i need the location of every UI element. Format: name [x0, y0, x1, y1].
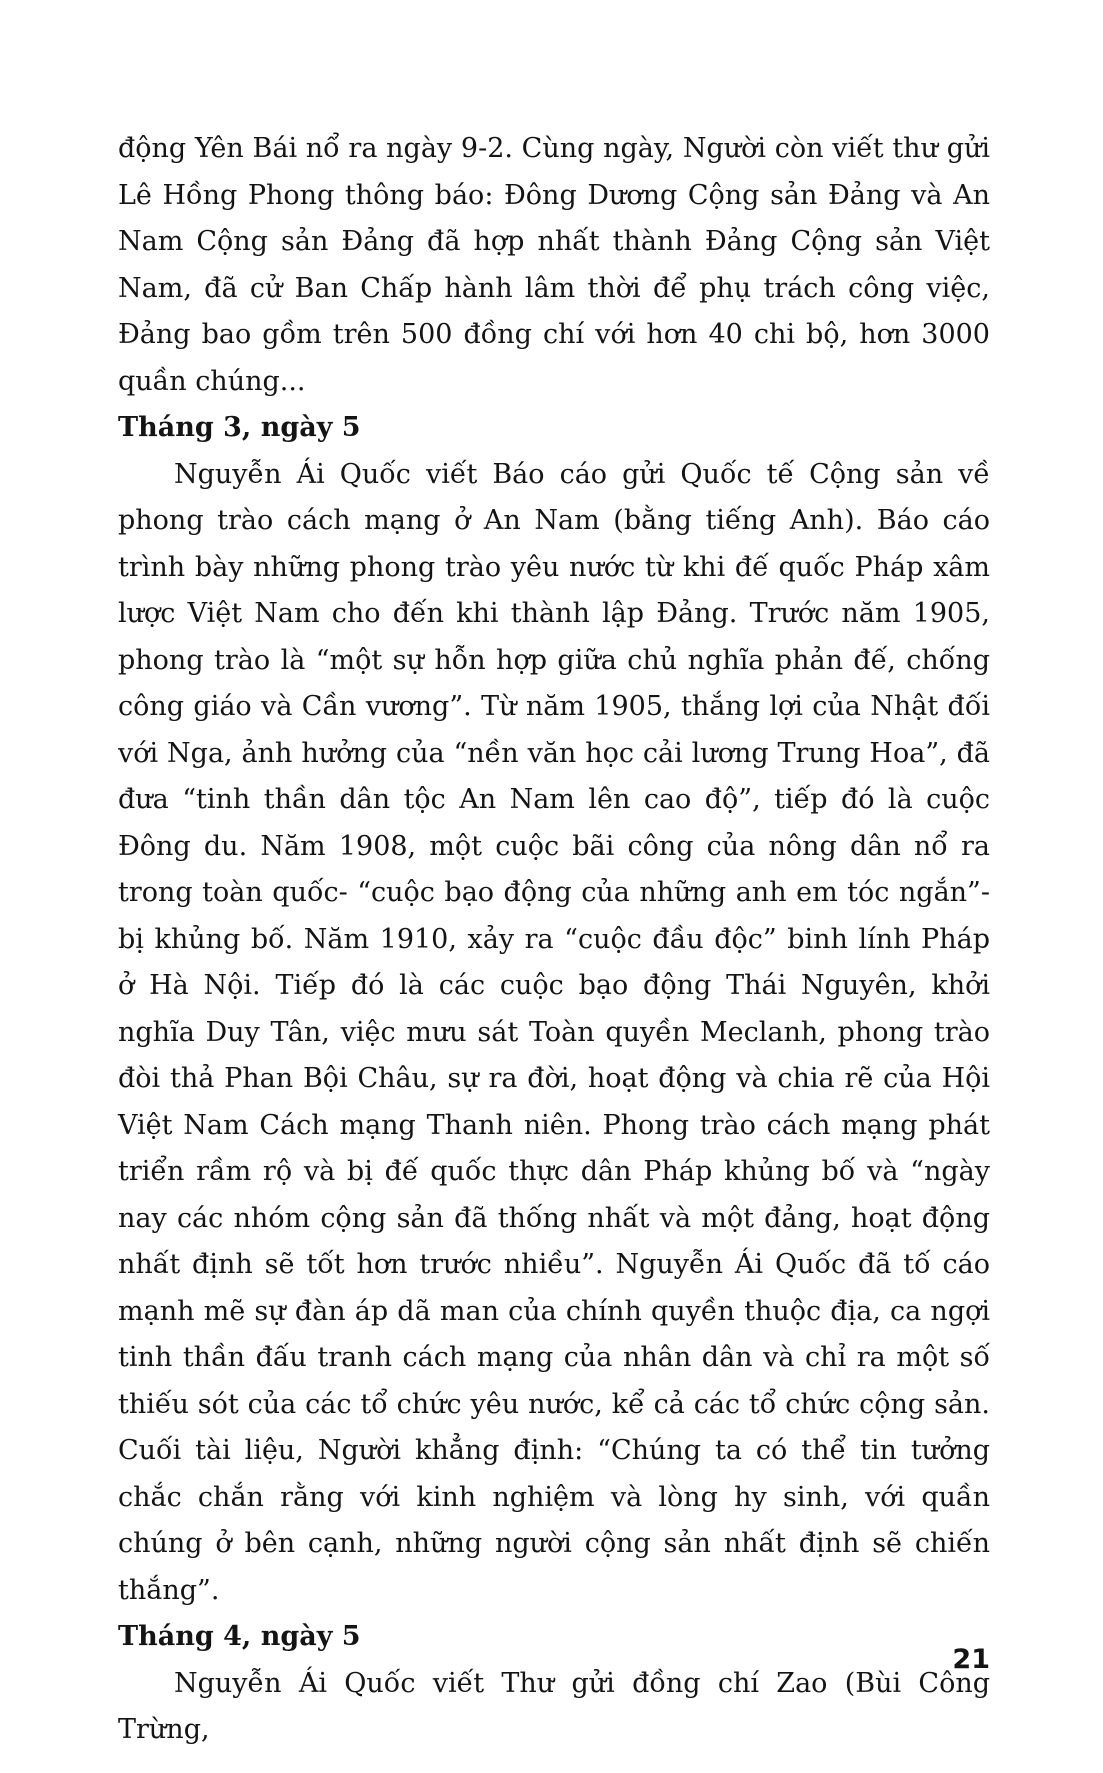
paragraph-continuation: động Yên Bái nổ ra ngày 9-2. Cùng ngày, Người còn viết thư gửi Lê Hồng Phong thông báo: Đông Dương Cộng sản Đảng và An Nam Cộng sản Đảng đã hợp nhất thành Đảng Cộng sản Việt Nam, đã cử Ban Chấp hành lâm thời để phụ trách công việc, Đảng bao gồm trên 500 đồng chí với hơn 40 chi bộ, hơn 3000 quần chúng... [118, 133, 990, 397]
page-number: 21 [952, 1644, 990, 1675]
page-body [118, 126, 990, 1754]
section-heading-march-5: Tháng 3, ngày 5 [118, 412, 361, 443]
paragraph-april-5: Nguyễn Ái Quốc viết Thư gửi đồng chí Zao (Bùi Công Trừng, [118, 1667, 990, 1745]
section-heading-april-5: Tháng 4, ngày 5 [118, 1621, 361, 1652]
paragraph-march-5: Nguyễn Ái Quốc viết Báo cáo gửi Quốc tế Cộng sản về phong trào cách mạng ở An Nam (bằng tiếng Anh). Báo cáo trình bày những phong trào yêu nước từ khi đế quốc Pháp xâm lược Việt Nam cho đến khi thành lập Đảng. Trước năm 1905, phong trào là “một sự hỗn hợp giữa chủ nghĩa phản đế, chống công giáo và Cần vương”. Từ năm 1905, thắng lợi của Nhật đối với Nga, ảnh hưởng của “nền văn học cải lương Trung Hoa”, đã đưa “tinh thần dân tộc An Nam lên cao độ”, tiếp đó là cuộc Đông du. Năm 1908, một cuộc bãi công của nông dân nổ ra trong toàn quốc- “cuộc bạo động của những anh em tóc ngắn”- bị khủng bố. Năm 1910, xảy ra “cuộc đầu độc” binh lính Pháp ở Hà Nội. Tiếp đó là các cuộc bạo động Thái Nguyên, khởi nghĩa Duy Tân, việc mưu sát Toàn quyền Meclanh, phong trào đòi thả Phan Bội Châu, sự ra đời, hoạt động và chia rẽ của Hội Việt Nam Cách mạng Thanh niên. Phong trào cách mạng phát triển rầm rộ và bị đế quốc thực dân Pháp khủng bố và “ngày nay các nhóm cộng sản đã thống nhất và một đảng, hoạt động nhất định sẽ tốt hơn trước nhiều”. Nguyễn Ái Quốc đã tố cáo mạnh mẽ sự đàn áp dã man của chính quyền thuộc địa, ca ngợi tinh thần đấu tranh cách mạng của nhân dân và chỉ ra một số thiếu sót của các tổ chức yêu nước, kể cả các tổ chức cộng sản. Cuối tài liệu, Người khẳng định: “Chúng ta có thể tin tưởng chắc chắn rằng với kinh nghiệm và lòng hy sinh, với quần chúng ở bên cạnh, những người cộng sản nhất định sẽ chiến thắng”. [118, 458, 990, 1606]
